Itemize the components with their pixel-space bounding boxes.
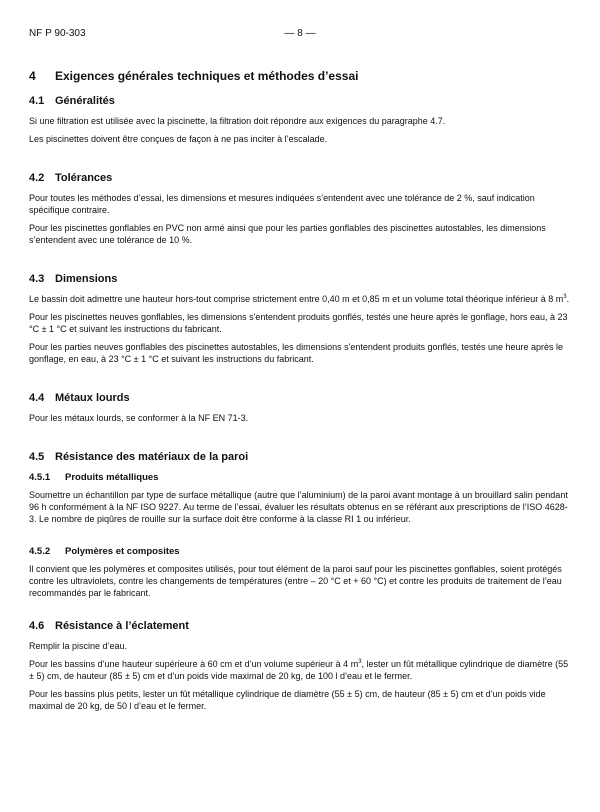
paragraph: Pour toutes les méthodes d’essai, les dimensions et mesures indiquées s’entendent avec une tolérance de 2 %, sauf indication spécifique contraire. <box>29 193 535 215</box>
paragraph-text-end: , lester un fût métallique cylindrique de diamètre (55 ± 5) cm, de hauteur (85 ± 5) cm et d’un poids vide maximal de 20 kg, de 100 l d’eau et le fermer. <box>29 659 569 681</box>
section-title: Généralités <box>55 95 115 107</box>
section-title: Métaux lourds <box>55 392 130 404</box>
document-reference: NF P 90-303 <box>29 28 86 39</box>
paragraph: Pour les parties neuves gonflables des piscinettes autostables, les dimensions s'entendent produits gonflés, testés une heure après le gonflage, en eau, à 23 °C ± 1 °C et suivant les instructions du fabricant. <box>29 342 564 364</box>
section-title: Tolérances <box>55 172 113 184</box>
section-4-5-heading <box>29 450 571 464</box>
section-4-5-2-heading <box>29 545 571 558</box>
section-4-3-heading <box>29 272 571 286</box>
superscript: 3 <box>358 659 362 665</box>
paragraph: Remplir la piscine d’eau. <box>29 641 128 651</box>
superscript: 3 <box>563 294 567 300</box>
section-number: 4 <box>29 69 36 83</box>
paragraph: Si une filtration est utilisée avec la piscinette, la filtration doit répondre aux exigences du paragraphe 4.7. <box>29 116 446 126</box>
section-title: Dimensions <box>55 273 118 285</box>
section-number: 4.6 <box>29 620 45 632</box>
paragraph: Pour les piscinettes neuves gonflables, les dimensions s'entendent produits gonflés, testés une heure après le gonflage, hors eau, à 23 °C ± 1 °C et suivant les instructions du fabricant. <box>29 312 568 334</box>
section-number: 4.4 <box>29 392 45 404</box>
paragraph: Il convient que les polymères et composites utilisés, pour tout élément de la paroi sauf pour les piscinettes gonflables, soient protégés contre les ultraviolets, contre les changements de températures (entre – 20 °C et + 60 °C) et contre les produits de traitement de l’eau recommandés par le fabricant. <box>29 564 562 598</box>
section-title: Résistance à l’éclatement <box>55 620 189 632</box>
paragraph-text: Pour les bassins d’une hauteur supérieure à 60 cm et d’un volume supérieur à 4 m <box>29 659 359 669</box>
paragraph: Pour les métaux lourds, se conformer à la NF EN 71-3. <box>29 413 249 423</box>
paragraph-text-end: . <box>566 294 570 304</box>
section-4-6-heading <box>29 619 571 633</box>
section-4-2-heading <box>29 171 571 185</box>
section-4-1-heading <box>29 94 571 108</box>
paragraph: Soumettre un échantillon par type de surface métallique (autre que l’aluminium) de la paroi avant montage à un brouillard salin pendant 96 h conformément à la NF ISO 9227. Au terme de l’essai, évaluer les résultats obtenus en se référant aux prescriptions de l’ISO 4628-3. Le nombre de piqûres de rouille sur la surface doit être conforme à la classe RI 1 ou inférieur. <box>29 490 568 524</box>
section-title: Polymères et composites <box>65 546 180 557</box>
paragraph: Pour les bassins plus petits, lester un fût métallique cylindrique de diamètre (55 ± 5) cm, de hauteur (85 ± 5) cm et d’un poids vide maximal de 20 kg, de 50 l d’eau et le fermer. <box>29 689 546 711</box>
document-body <box>29 68 571 718</box>
section-number: 4.1 <box>29 95 45 107</box>
section-number: 4.5.1 <box>29 472 51 483</box>
page-number: — 8 — <box>284 28 316 39</box>
section-number: 4.3 <box>29 273 45 285</box>
section-title: Produits métalliques <box>65 472 159 483</box>
paragraph: Pour les piscinettes gonflables en PVC non armé ainsi que pour les parties gonflables des piscinettes autostables, les dimensions s’entendent avec une tolérance de 10 %. <box>29 223 546 245</box>
section-4-heading <box>29 68 571 84</box>
section-title: Exigences générales techniques et méthodes d’essai <box>55 69 359 83</box>
paragraph <box>29 658 571 682</box>
section-title: Résistance des matériaux de la paroi <box>55 451 249 463</box>
section-4-4-heading <box>29 391 571 405</box>
section-4-5-1-heading <box>29 471 571 484</box>
section-number: 4.5 <box>29 451 45 463</box>
paragraph: Les piscinettes doivent être conçues de façon à ne pas inciter à l’escalade. <box>29 134 328 144</box>
section-number: 4.2 <box>29 172 45 184</box>
paragraph <box>29 293 571 305</box>
paragraph-text: Le bassin doit admettre une hauteur hors-tout comprise strictement entre 0,40 m et 0,85 m et un volume total théorique inférieur à 8 m <box>29 294 564 304</box>
section-number: 4.5.2 <box>29 546 51 557</box>
